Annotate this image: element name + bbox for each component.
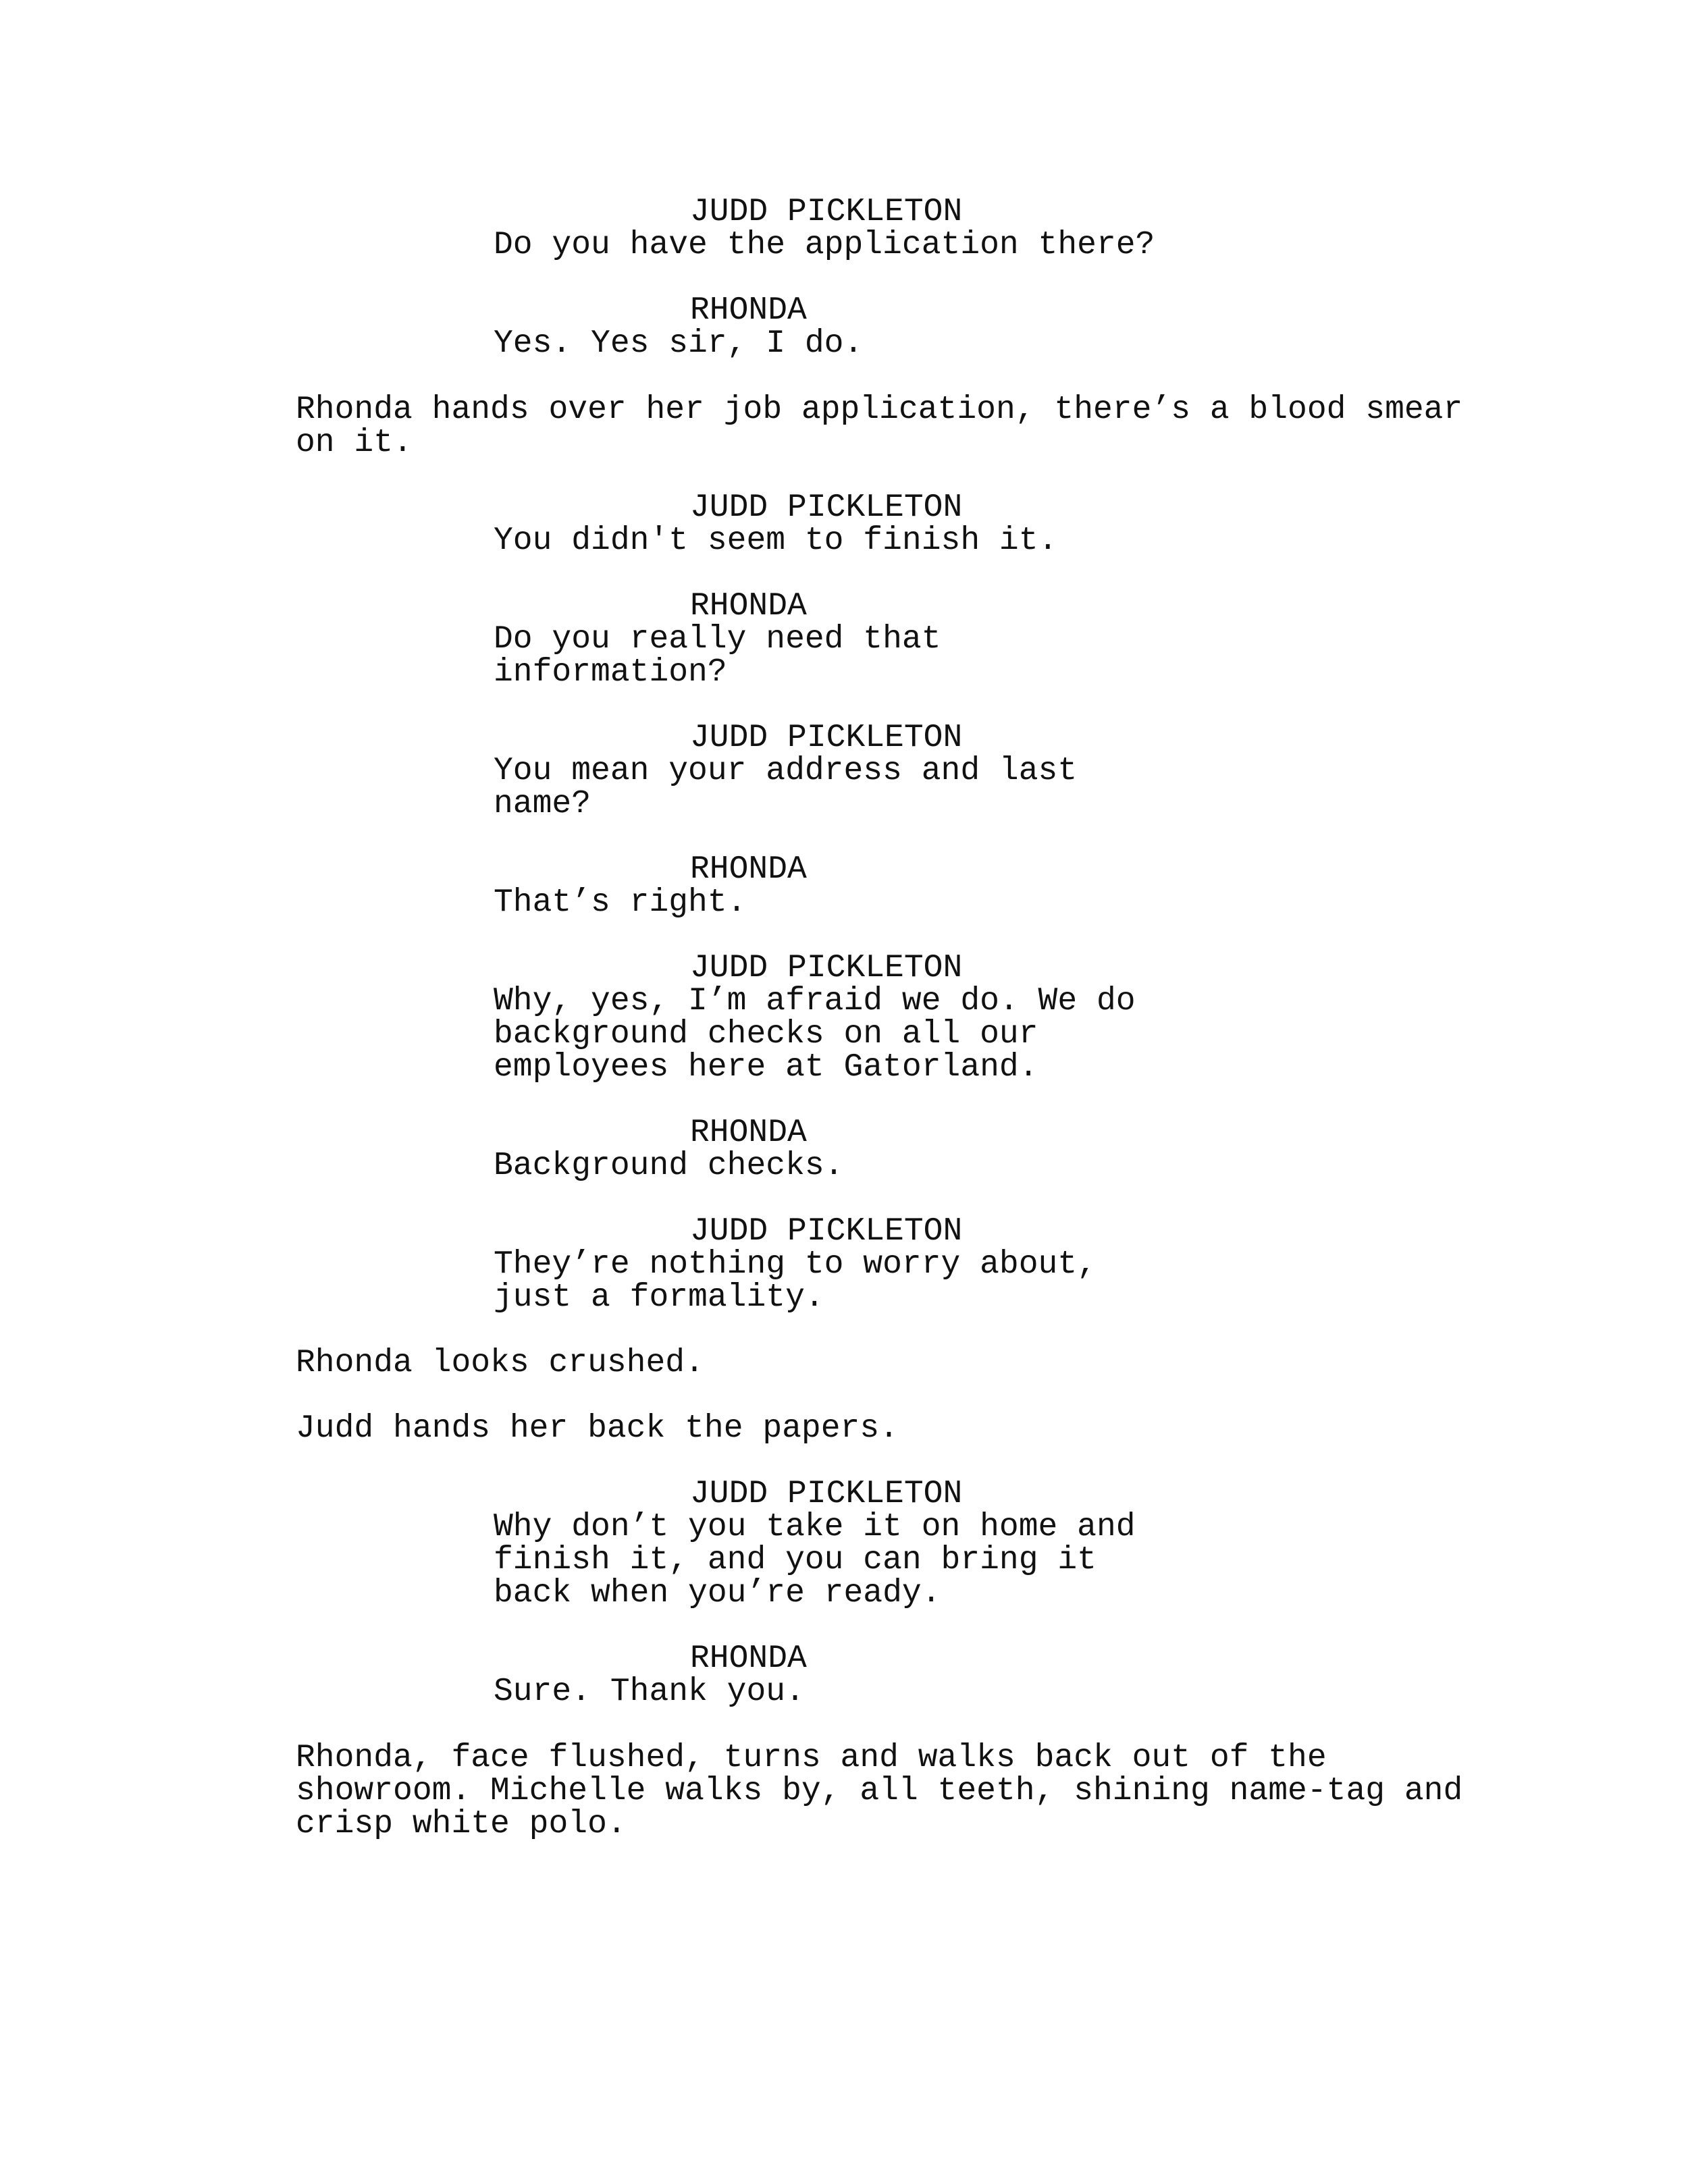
character-name: JUDD PICKLETON [690, 720, 963, 756]
dialogue-line: Do you have the application there? [494, 227, 1155, 263]
dialogue-line: Why don’t you take it on home and [494, 1509, 1136, 1545]
action-line: showroom. Michelle walks by, all teeth, shining name-tag and [296, 1773, 1463, 1809]
dialogue-line: They’re nothing to worry about, [494, 1246, 1097, 1283]
dialogue-line: You didn't seem to finish it. [494, 523, 1058, 559]
character-name: JUDD PICKLETON [690, 1213, 963, 1250]
character-name: JUDD PICKLETON [690, 1476, 963, 1512]
dialogue-line: employees here at Gatorland. [494, 1049, 1038, 1086]
action-line: Rhonda, face flushed, turns and walks back out of the [296, 1740, 1327, 1776]
dialogue-line: background checks on all our [494, 1016, 1038, 1053]
dialogue-line: just a formality. [494, 1279, 824, 1316]
dialogue-line: Why, yes, I’m afraid we do. We do [494, 983, 1136, 1019]
character-name: RHONDA [690, 292, 807, 329]
dialogue-line: finish it, and you can bring it [494, 1542, 1097, 1578]
character-name: JUDD PICKLETON [690, 950, 963, 986]
action-line: crisp white polo. [296, 1806, 627, 1842]
character-name: JUDD PICKLETON [690, 489, 963, 526]
character-name: RHONDA [690, 851, 807, 888]
dialogue-line: Background checks. [494, 1148, 844, 1184]
action-line: on it. [296, 425, 413, 461]
dialogue-line: That’s right. [494, 884, 747, 921]
dialogue-line: information? [494, 654, 727, 691]
character-name: JUDD PICKLETON [690, 194, 963, 230]
character-name: RHONDA [690, 1641, 807, 1677]
character-name: RHONDA [690, 588, 807, 624]
action-line: Rhonda hands over her job application, there’s a blood smear [296, 392, 1463, 428]
dialogue-line: Do you really need that [494, 621, 941, 658]
character-name: RHONDA [690, 1115, 807, 1151]
action-line: Rhonda looks crushed. [296, 1345, 704, 1381]
dialogue-line: Yes. Yes sir, I do. [494, 325, 864, 362]
dialogue-line: You mean your address and last [494, 753, 1078, 789]
dialogue-line: back when you’re ready. [494, 1575, 941, 1612]
dialogue-line: Sure. Thank you. [494, 1674, 805, 1710]
dialogue-line: name? [494, 786, 591, 822]
action-line: Judd hands her back the papers. [296, 1410, 899, 1447]
